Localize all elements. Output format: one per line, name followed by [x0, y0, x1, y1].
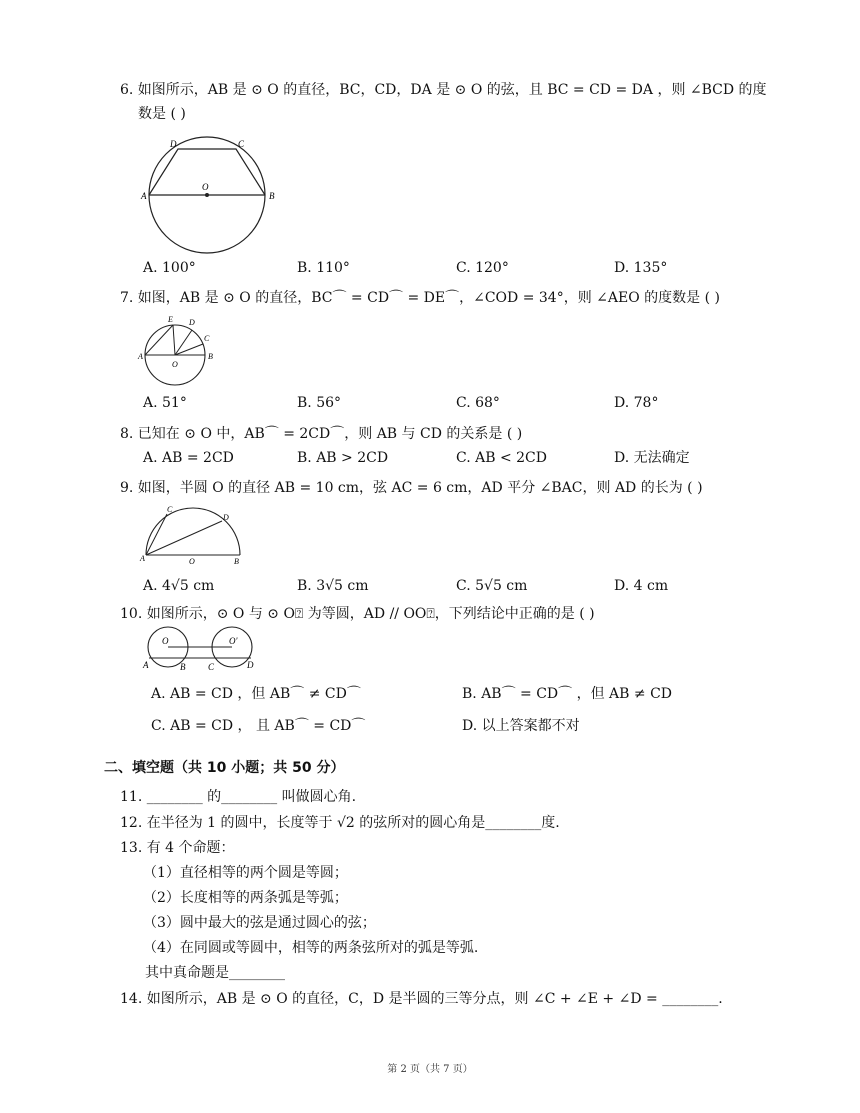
q6-stem-line1: 6. 如图所示，AB 是 ⊙ O 的直径，BC，CD，DA 是 ⊙ O 的弦，且 BC = CD = DA ，则 ∠BCD 的度: [120, 82, 767, 98]
q9-label-d: D: [223, 513, 229, 522]
q10-option-a: A. AB = CD ，但 AB⌒ ≠ CD⌒: [151, 686, 361, 702]
q13-item-2: （2）长度相等的两条弧是等弧；: [143, 890, 348, 906]
page-footer: 第 2 页（共 7 页）: [387, 1064, 473, 1075]
q6-option-c: C. 120°: [456, 260, 509, 276]
q9-chord-ad: [146, 521, 222, 555]
q9-option-c: C. 5√5 cm: [456, 578, 528, 594]
q10-label-b: B: [180, 662, 186, 672]
q7-stem-line1: 7. 如图，AB 是 ⊙ O 的直径，BC⌒ = CD⌒ = DE⌒，∠COD = 34°，则 ∠AEO 的度数是 ( ): [120, 290, 720, 306]
q7-label-b: B: [208, 352, 213, 361]
q7-label-a: A: [138, 352, 143, 361]
q7-option-c: C. 68°: [456, 395, 500, 411]
q10-figure: [140, 626, 265, 676]
q6-label-d: D: [170, 139, 177, 149]
q13-item-1: （1）直径相等的两个圆是等圆；: [143, 865, 348, 881]
q11-stem: 11. ________ 的________ 叫做圆心角.: [120, 789, 357, 805]
q7-option-a: A. 51°: [143, 395, 187, 411]
q9-label-o: O: [189, 557, 195, 566]
q9-label-a: A: [140, 554, 145, 563]
q8-option-b: B. AB > 2CD: [297, 450, 389, 466]
q10-option-b: B. AB⌒ = CD⌒ ，但 AB ≠ CD: [462, 686, 673, 702]
q6-option-a: A. 100°: [143, 260, 196, 276]
q9-label-b: B: [234, 557, 239, 566]
q9-figure: [138, 500, 248, 570]
q10-label-c: C: [208, 662, 215, 672]
q9-option-a: A. 4√5 cm: [143, 578, 215, 594]
q13-stem: 13. 有 4 个命题：: [120, 840, 235, 856]
q10-label-o: O: [162, 636, 169, 646]
q7-figure: [136, 312, 226, 392]
q8-option-c: C. AB < 2CD: [456, 450, 547, 466]
q13-tail: 其中真命题是________: [145, 965, 285, 981]
q9-label-c: C: [167, 505, 173, 514]
q7-label-e: E: [168, 315, 173, 324]
q6-figure: [140, 135, 280, 260]
q6-option-b: B. 110°: [297, 260, 350, 276]
q7-option-b: B. 56°: [297, 395, 342, 411]
q6-center-dot: [205, 193, 209, 197]
section2-title: 二、填空题（共 10 小题；共 50 分）: [104, 760, 345, 776]
q6-label-a: A: [141, 191, 147, 201]
q10-label-d: D: [247, 660, 254, 670]
q6-option-d: D. 135°: [614, 260, 668, 276]
q10-stem-line1: 10. 如图所示，⊙ O 与 ⊙ O⍰ 为等圆，AD // OO⍰，下列结论中正确的是 ( ): [120, 606, 595, 622]
q9-chord-ac: [146, 514, 167, 555]
q10-label-a: A: [143, 660, 149, 670]
q7-label-d: D: [189, 318, 195, 327]
q6-label-b: B: [269, 191, 275, 201]
q13-item-3: （3）圆中最大的弦是通过圆心的弦；: [143, 915, 376, 931]
q10-label-o2: O': [229, 636, 238, 646]
q9-option-b: B. 3√5 cm: [297, 578, 369, 594]
q8-option-a: A. AB = 2CD: [143, 450, 234, 466]
q12-stem: 12. 在半径为 1 的圆中，长度等于 √2 的弦所对的圆心角是________度.: [120, 815, 560, 831]
q13-item-4: （4）在同圆或等圆中，相等的两条弦所对的弧是等弧.: [143, 940, 479, 956]
q8-stem-line1: 8. 已知在 ⊙ O 中，AB⌒ = 2CD⌒，则 AB 与 CD 的关系是 ( ): [120, 426, 523, 442]
q7-label-o: O: [172, 360, 178, 369]
q10-option-d: D. 以上答案都不对: [462, 718, 580, 734]
q9-stem-line1: 9. 如图，半圆 O 的直径 AB = 10 cm，弦 AC = 6 cm，AD 平分 ∠BAC，则 AD 的长为 ( ): [120, 480, 703, 496]
q7-option-d: D. 78°: [614, 395, 659, 411]
q10-option-c: C. AB = CD ， 且 AB⌒ = CD⌒: [151, 718, 366, 734]
q6-label-c: C: [238, 139, 245, 149]
q9-option-d: D. 4 cm: [614, 578, 669, 594]
q7-label-c: C: [204, 334, 210, 343]
q14-stem: 14. 如图所示，AB 是 ⊙ O 的直径，C，D 是半圆的三等分点，则 ∠C + ∠E + ∠D = ________.: [120, 991, 723, 1007]
q6-stem-line2: 数是 ( ): [138, 106, 186, 122]
q8-option-d: D. 无法确定: [614, 450, 690, 466]
q7-radius-oe: [173, 325, 175, 355]
q6-label-o: O: [202, 182, 209, 192]
